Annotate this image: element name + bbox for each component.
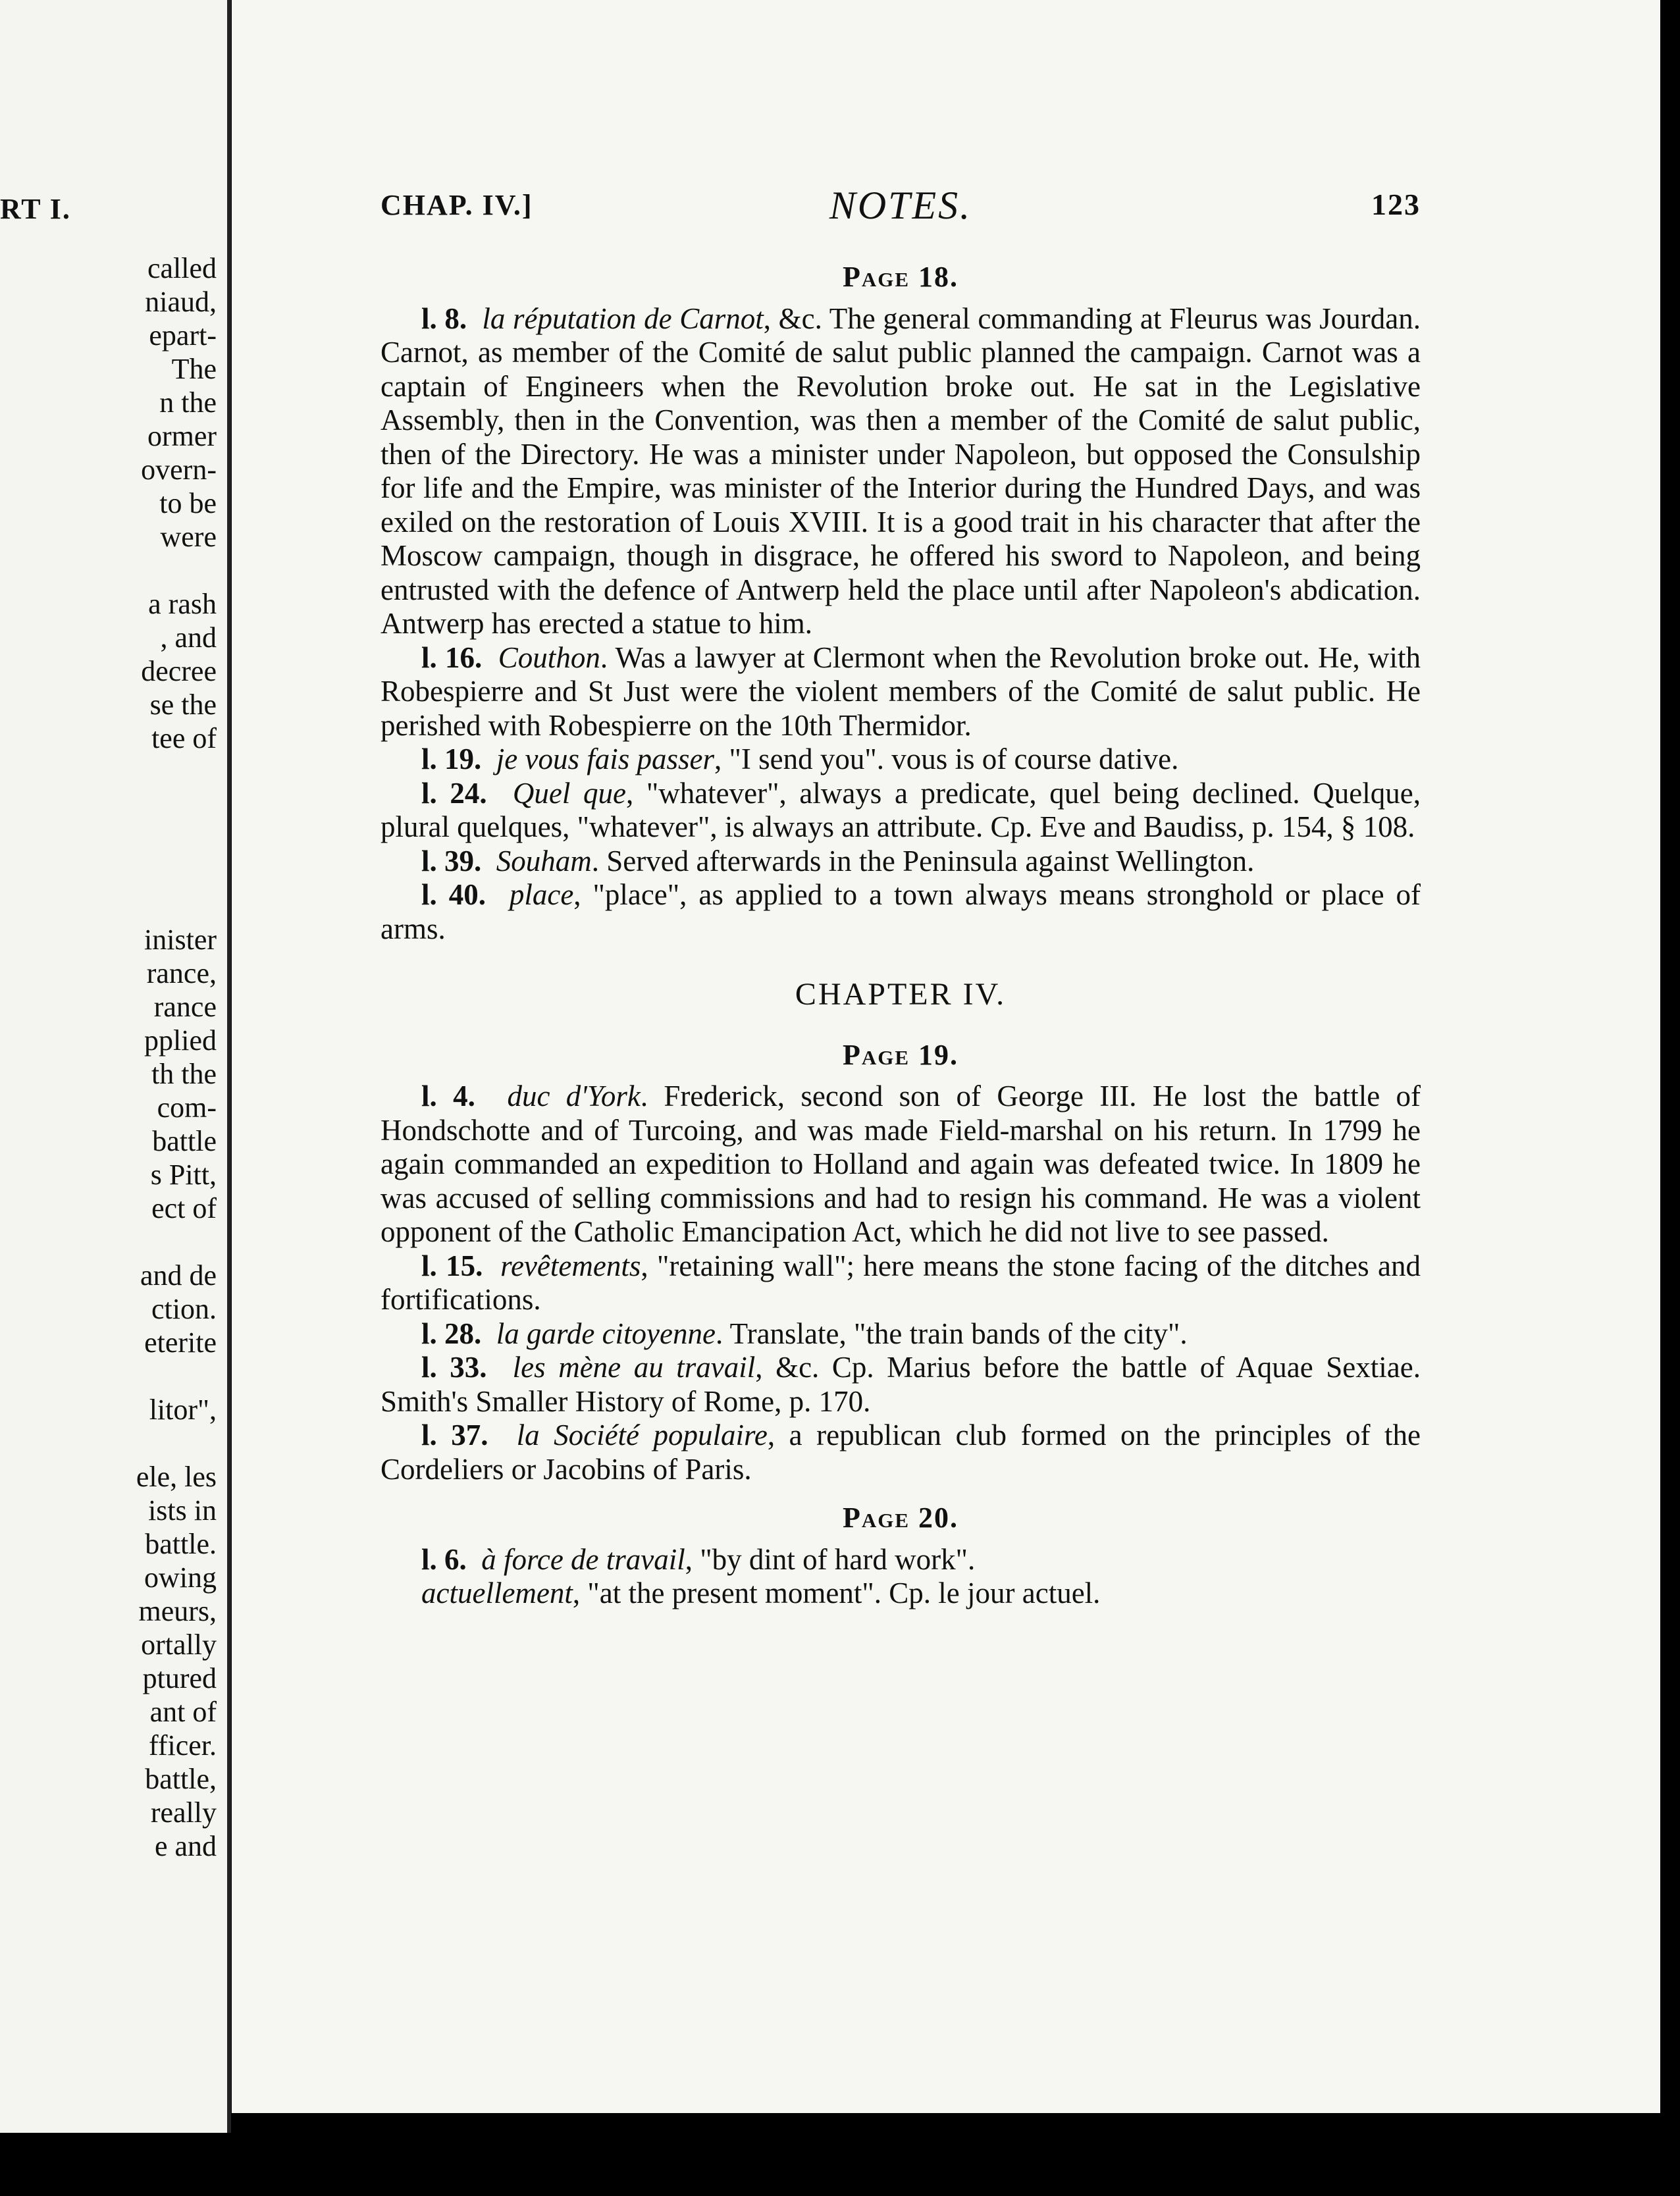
facing-page-line: ptured [142, 1662, 217, 1694]
note-text: , "I send you". vous is of course dative. [714, 743, 1179, 775]
facing-page-line: really [150, 1796, 217, 1829]
facing-page-line: niaud, [145, 286, 217, 318]
page-heading: Page 18. [842, 261, 959, 293]
note-entry [381, 1351, 1421, 1419]
facing-page-line: a rash [148, 588, 217, 620]
note-line-ref: l. 37. [421, 1419, 488, 1451]
facing-page-line: ele, les [136, 1461, 217, 1493]
note-entry [381, 878, 1421, 946]
note-text: , "at the present moment". Cp. le jour actuel. [572, 1577, 1101, 1609]
facing-page-line: pplied [144, 1024, 217, 1057]
facing-page-line: n the [159, 386, 217, 419]
note-text: , "place", as applied to a town always means stronghold or place of arms. [381, 878, 1421, 945]
facing-page-line: meurs, [138, 1595, 217, 1627]
note-term: la réputation de Carnot [482, 301, 764, 335]
facing-page-line: com- [157, 1091, 217, 1124]
facing-page-line: The [171, 353, 217, 385]
facing-page-line: ant of [149, 1696, 217, 1728]
note-term: la Société populaire [516, 1419, 768, 1451]
facing-page-line: called [147, 252, 217, 284]
note-term: la garde citoyenne [496, 1317, 716, 1350]
facing-page-line: tee of [151, 722, 217, 754]
note-text: . Served afterwards in the Peninsula against Wellington. [591, 844, 1255, 877]
note-line-ref: l. 40. [421, 878, 486, 911]
facing-page-line: were [160, 521, 217, 553]
note-line-ref: l. 24. [421, 776, 487, 810]
note-term: à force de travail [481, 1542, 685, 1576]
note-text: . Frederick, second son of George III. He lost the battle of Hondschotte and of Turcoing, and was made Field-marshal on his return. In 1799 he again commanded an expedition to Holland and again was defeated twice. In 1809 he was accused of selling commissions and had to resign his command. He was a violent opponent of the Catholic Emancipation Act, which he did not live to see passed. [381, 1080, 1421, 1248]
facing-page-line [0, 554, 217, 587]
note-text: , &c. Cp. Marius before the battle of Aquae Sextiae. Smith's Smaller History of Rome, p. 170. [381, 1351, 1421, 1418]
note-text: . Translate, "the train bands of the city". [715, 1317, 1188, 1350]
facing-page-line [0, 889, 217, 923]
facing-page-line [0, 755, 217, 789]
facing-page-line: ormer [147, 420, 217, 452]
note-term: les mène au travail [512, 1351, 756, 1384]
note-text: , &c. The general commanding at Fleurus was Jourdan. Carnot, as member of the Comité de salut public planned the campaign. Carnot was a captain of Engineers when the Revolution broke out. He sat in the Legislative Assembly, then in the Convention, was then a member of the Comité de salut public, then of the Directory. He was a minister under Napoleon, but opposed the Consulship for life and the Empire, was minister of the Interior during the Hundred Days, and was exiled on the restoration of Louis XVIII. It is a good trait in his character that after the Moscow campaign, though in disgrace, he offered his sword to Napoleon, and being entrusted with the defence of Antwerp held the place until after Napoleon's abdication. Antwerp has erected a statue to him. [381, 301, 1421, 640]
chapter-heading: CHAPTER IV. [795, 977, 1007, 1012]
page-number: 123 [1371, 188, 1421, 221]
note-entry [381, 302, 1421, 641]
note-entry [381, 1543, 1421, 1577]
facing-page-line: litor", [149, 1394, 217, 1426]
note-entry [381, 1249, 1421, 1317]
facing-page-line: ction. [151, 1293, 217, 1325]
note-entry [381, 1419, 1421, 1486]
note-term: duc d'York [507, 1080, 641, 1112]
facing-page-line: rance [153, 991, 217, 1023]
facing-page-line [0, 822, 217, 856]
facing-page-line: and de [140, 1259, 217, 1292]
page-heading: Page 19. [842, 1038, 959, 1071]
note-term: je vous fais passer [496, 743, 715, 775]
facing-page-line: th the [151, 1058, 217, 1090]
facing-page-line: battle, [145, 1763, 217, 1795]
note-entry [381, 1577, 1421, 1611]
facing-page-line: ect of [151, 1192, 217, 1224]
note-text: , "retaining wall"; here means the stone facing of the ditches and fortifications. [381, 1249, 1421, 1316]
note-term: Souham [496, 844, 592, 877]
note-line-ref: l. 4. [421, 1080, 475, 1112]
note-line-ref: l. 33. [421, 1351, 487, 1384]
running-head [381, 183, 1421, 229]
note-entry [381, 845, 1421, 879]
note-entry [381, 1317, 1421, 1351]
running-head-title: NOTES. [829, 184, 972, 227]
facing-page-line [0, 856, 217, 889]
facing-page-line: battle [152, 1125, 217, 1157]
facing-page-line: ists in [148, 1494, 217, 1527]
note-term: Couthon [498, 640, 600, 674]
note-text: , a republican club formed on the principles of the Cordeliers or Jacobins of Paris. [381, 1419, 1421, 1486]
note-entry [381, 641, 1421, 743]
note-line-ref: l. 19. [421, 743, 482, 775]
facing-page-line [0, 1225, 217, 1259]
note-line-ref: l. 16. [421, 640, 483, 674]
note-text: . Was a lawyer at Clermont when the Revolution broke out. He, with Robespierre and St Just were the violent members of the Comité de salut public. He perished with Robespierre on the 10th Thermidor. [381, 640, 1421, 742]
note-term: place [509, 878, 574, 911]
note-text: , "whatever", always a predicate, quel being declined. Quelque, plural quelques, "whatever", is always an attribute. Cp. Eve and Baudiss, p. 154, § 108. [381, 776, 1421, 843]
facing-page-header: RT I. [0, 193, 71, 225]
facing-page-fragment [0, 0, 231, 2133]
note-line-ref: l. 6. [421, 1542, 467, 1576]
facing-page-line: fficer. [148, 1729, 217, 1762]
note-entry [381, 777, 1421, 845]
facing-page-line: epart- [149, 319, 217, 352]
page-heading: Page 20. [842, 1502, 959, 1534]
note-line-ref: l. 28. [421, 1317, 482, 1350]
facing-page-line: overn- [141, 454, 217, 486]
facing-page-line [0, 1426, 217, 1460]
facing-page-text [0, 251, 217, 1863]
facing-page-line: rance, [146, 957, 217, 989]
facing-page-line: ortally [141, 1629, 217, 1661]
note-text: , "by dint of hard work". [685, 1542, 976, 1576]
facing-page-line: decree [141, 655, 217, 687]
facing-page-line: eterite [144, 1326, 217, 1359]
notes-body [381, 260, 1421, 1611]
facing-page-line: to be [159, 487, 217, 519]
note-term: Quel que [512, 776, 626, 810]
note-term: actuellement [421, 1577, 573, 1609]
note-term: revêtements [500, 1249, 641, 1282]
facing-page-line: , and [160, 621, 217, 654]
note-entry [381, 743, 1421, 777]
facing-page-line [0, 789, 217, 822]
note-entry [381, 1080, 1421, 1249]
facing-page-line: inister [144, 924, 217, 956]
facing-page-line [0, 1359, 217, 1393]
running-head-chapter: CHAP. IV.] [381, 189, 533, 221]
facing-page-line: e and [154, 1830, 217, 1862]
note-line-ref: l. 8. [421, 301, 467, 335]
facing-page-line: s Pitt, [150, 1159, 217, 1191]
facing-page-line: battle. [145, 1528, 217, 1560]
facing-page-line: owing [144, 1561, 217, 1594]
note-line-ref: l. 15. [421, 1249, 483, 1282]
facing-page-line: se the [149, 689, 217, 721]
scan-border [1660, 0, 1680, 2196]
note-line-ref: l. 39. [421, 844, 482, 877]
